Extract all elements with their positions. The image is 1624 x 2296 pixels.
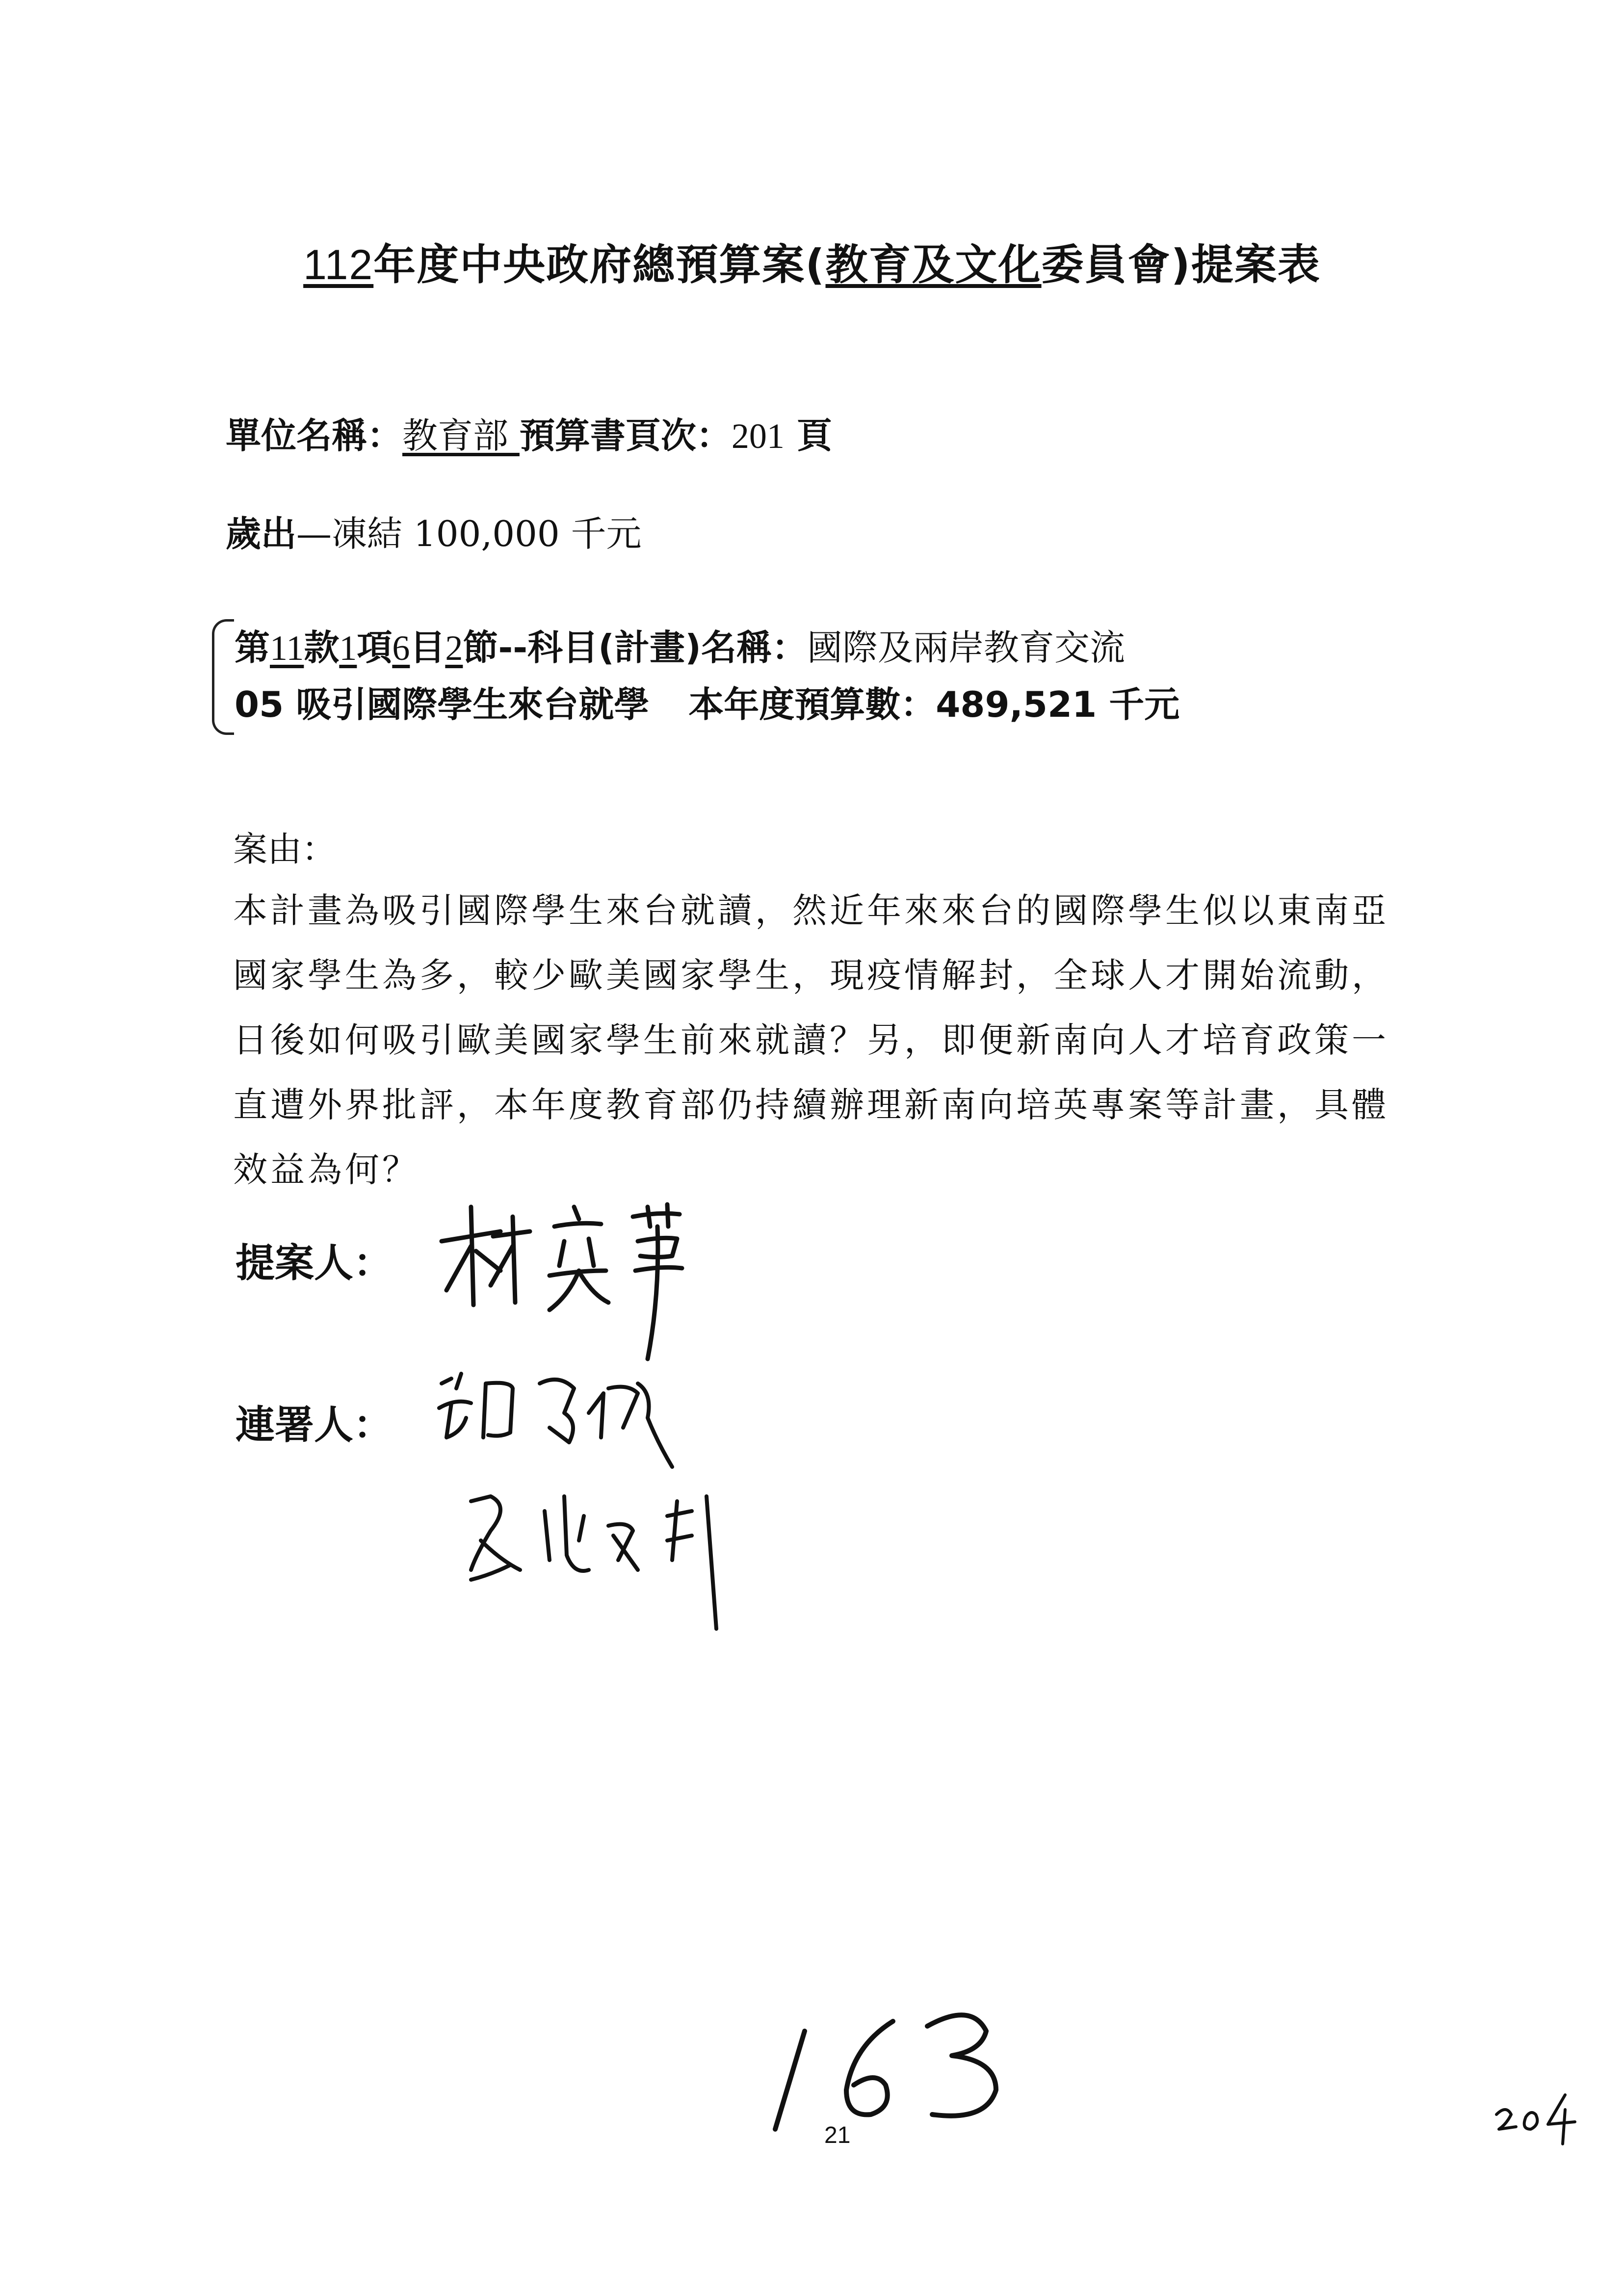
reason-line: 直遭外界批評，本年度教育部仍持續辦理新南向培英專案等計畫，具體 <box>233 1085 1389 1125</box>
subject-line-1 <box>235 619 1125 670</box>
unit-label: 單位名稱： <box>226 415 403 456</box>
title-part2: 委員會)提案表 <box>1041 240 1321 289</box>
subject-mu-label: 目 <box>410 627 445 668</box>
unit-value: 教育部 <box>402 415 520 456</box>
subject-xiang: 1 <box>339 628 357 668</box>
cosigner-signature-1 <box>432 1354 716 1482</box>
unit-row <box>226 407 832 458</box>
expenditure-row <box>226 505 642 556</box>
subject-kuan-label: 款 <box>304 627 340 668</box>
subject-prefix: 第 <box>235 627 270 668</box>
document-title <box>0 231 1624 291</box>
handwritten-corner-number <box>1492 2090 1590 2149</box>
plan-name: 國際及兩岸教育交流 <box>807 627 1125 668</box>
reason-body <box>233 878 1450 1202</box>
reason-line: 國家學生為多，較少歐美國家學生，現疫情解封，全球人才開始流動， <box>233 955 1389 995</box>
title-part1: 年度中央政府總預算案( <box>373 240 826 289</box>
subject-xiang-label: 項 <box>357 627 393 668</box>
page-number: 21 <box>824 2122 851 2148</box>
cosigner-label: 連署人： <box>236 1402 393 1448</box>
budget-page-value: 201 <box>731 417 785 456</box>
expenditure-label: 歲出 <box>226 513 297 554</box>
budget-page-suffix: 頁 <box>784 415 832 456</box>
subject-jie: 2 <box>445 628 463 668</box>
reason-line: 日後如何吸引歐美國家學生前來就讀？另，即便新南向人才培育政策一 <box>233 1020 1389 1060</box>
budget-label: 本年度預算數： <box>688 684 936 725</box>
subject-kuan: 11 <box>270 628 304 668</box>
reason-line: 效益為何？ <box>233 1149 419 1190</box>
title-year: 112 <box>303 241 374 288</box>
handwritten-page-number <box>765 1992 1030 2139</box>
proposer-signature <box>432 1197 736 1364</box>
cosigner-signature-2 <box>461 1482 775 1644</box>
reason-label: 案由： <box>233 829 336 869</box>
budget-value: 489,521 千元 <box>936 684 1180 725</box>
proposer-label: 提案人： <box>236 1240 393 1286</box>
subject-jie-label: 節--科目(計畫)名稱： <box>463 627 807 668</box>
title-committee: 教育及文化 <box>825 240 1042 289</box>
subject-bracket <box>212 619 234 735</box>
budget-page-label: 預算書頁次： <box>519 415 732 456</box>
work-plan-name: 05 吸引國際學生來台就學 <box>235 684 650 725</box>
expenditure-value: —凍結 100,000 千元 <box>296 513 642 554</box>
reason-line: 本計畫為吸引國際學生來台就讀，然近年來來台的國際學生似以東南亞 <box>233 890 1389 931</box>
subject-mu: 6 <box>392 628 410 668</box>
subject-line-2 <box>235 676 1179 727</box>
